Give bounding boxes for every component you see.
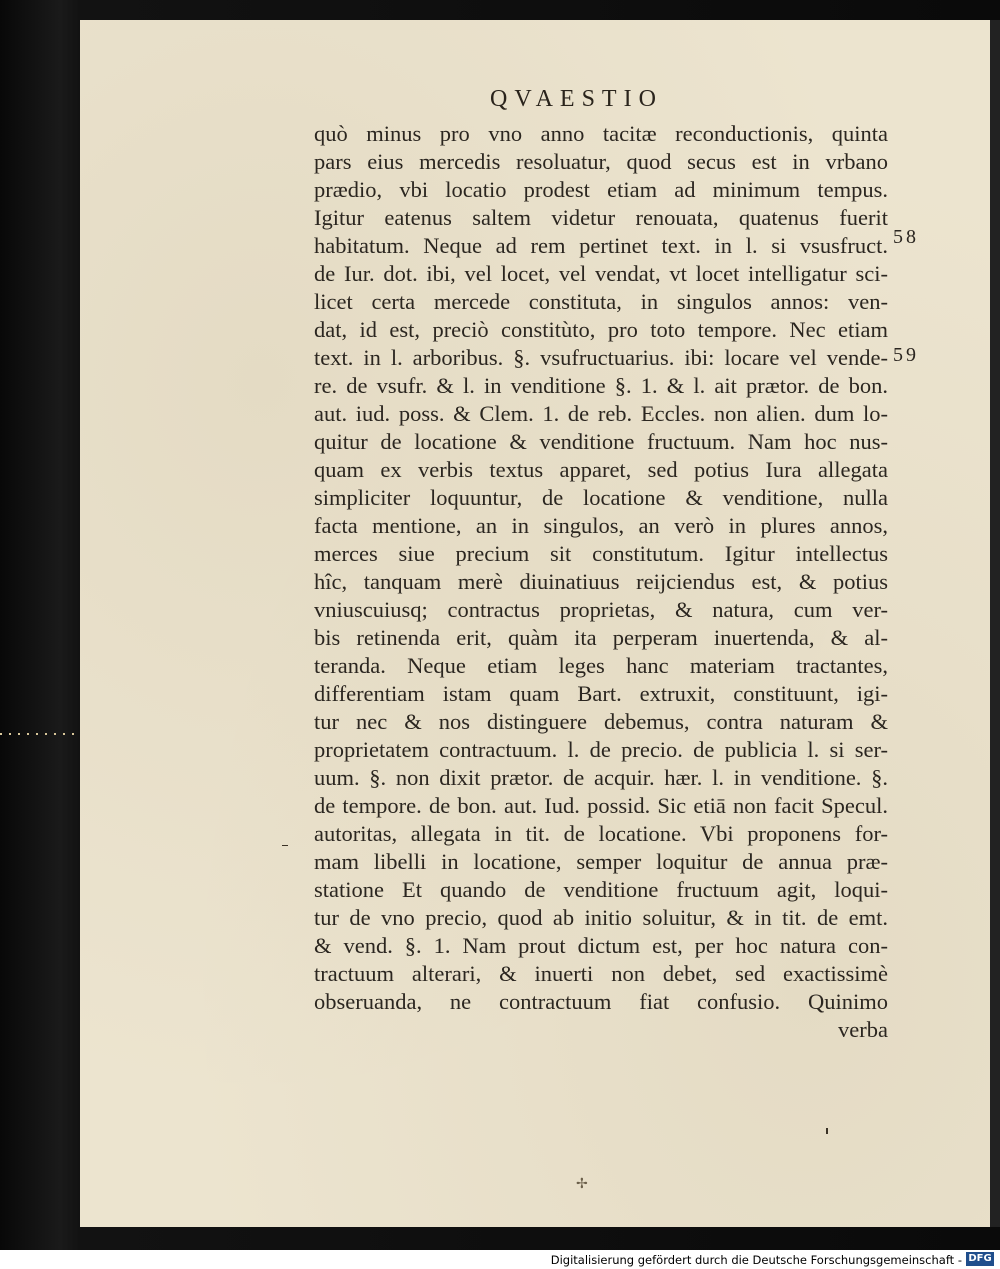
- dfg-logo: DFG: [966, 1252, 994, 1266]
- text-line: de tempore. de bon. aut. Iud. possid. Sic etiā non facit Specul.: [314, 793, 888, 818]
- text-line: vniuscuiusq; contractus proprietas, & natura, cum ver-: [314, 597, 888, 622]
- ink-speck: [282, 845, 288, 846]
- text-line: quò minus pro vno anno tacitæ reconductionis, quinta: [314, 121, 888, 146]
- running-head: QVAESTIO: [490, 86, 663, 112]
- text-line: bis retinenda erit, quàm ita perperam inuertenda, & al-: [314, 625, 888, 650]
- text-line: differentiam istam quam Bart. extruxit, constituunt, igi-: [314, 681, 888, 706]
- text-line: & vend. §. 1. Nam prout dictum est, per hoc natura con-: [314, 933, 888, 958]
- text-line: proprietatem contractuum. l. de precio. de publicia l. si ser-: [314, 737, 888, 762]
- binding-thread: [0, 733, 80, 735]
- text-line: simpliciter loquuntur, de locatione & venditione, nulla: [314, 485, 888, 510]
- text-line: licet certa mercede constituta, in singulos annos: ven-: [314, 289, 888, 314]
- printer-ornament: ✢: [576, 1176, 588, 1192]
- text-line: aut. iud. poss. & Clem. 1. de reb. Eccles. non alien. dum lo-: [314, 401, 888, 426]
- text-line: Igitur eatenus saltem videtur renouata, quatenus fuerit: [314, 205, 888, 230]
- text-line: tractuum alterari, & inuerti non debet, sed exactissimè: [314, 961, 888, 986]
- credit-text: Digitalisierung gefördert durch die Deutsche Forschungsgemeinschaft -: [550, 1253, 962, 1267]
- text-line: teranda. Neque etiam leges hanc materiam tractantes,: [314, 653, 888, 678]
- text-line: habitatum. Neque ad rem pertinet text. in l. si vsusfruct.: [314, 233, 888, 258]
- text-line: facta mentione, an in singulos, an verò in plures annos,: [314, 513, 888, 538]
- text-line: uum. §. non dixit prætor. de acquir. hær. l. in venditione. §.: [314, 765, 888, 790]
- text-line: pars eius mercedis resoluatur, quod secus est in vrbano: [314, 149, 888, 174]
- text-line: de Iur. dot. ibi, vel locet, vel vendat, vt locet intelligatur sci-: [314, 261, 888, 286]
- text-line: merces siue precium sit constitutum. Igitur intellectus: [314, 541, 888, 566]
- text-line: quitur de locatione & venditione fructuum. Nam hoc nus-: [314, 429, 888, 454]
- text-line: tur de vno precio, quod ab initio soluitur, & in tit. de emt.: [314, 905, 888, 930]
- text-line: re. de vsufr. & l. in venditione §. 1. & l. ait prætor. de bon.: [314, 373, 888, 398]
- text-line: text. in l. arboribus. §. vsufructuarius. ibi: locare vel vende-: [314, 345, 888, 370]
- text-line: dat, id est, preciò constitùto, pro toto tempore. Nec etiam: [314, 317, 888, 342]
- text-line: autoritas, allegata in tit. de locatione. Vbi proponens for-: [314, 821, 888, 846]
- text-line: quam ex verbis textus apparet, sed potius Iura allegata: [314, 457, 888, 482]
- text-line: tur nec & nos distinguere debemus, contra naturam &: [314, 709, 888, 734]
- text-line: mam libelli in locatione, semper loquitur de annua præ-: [314, 849, 888, 874]
- catchword: verba: [838, 1017, 888, 1042]
- margin-number: 59: [893, 344, 919, 366]
- ink-speck: [826, 1128, 828, 1134]
- text-line: prædio, vbi locatio prodest etiam ad minimum tempus.: [314, 177, 888, 202]
- text-line: statione Et quando de venditione fructuum agit, loqui-: [314, 877, 888, 902]
- margin-number: 58: [893, 226, 919, 248]
- text-line: obseruanda, ne contractuum fiat confusio. Quinimo: [314, 989, 888, 1014]
- text-line: hîc, tanquam merè diuinatiuus reijciendus est, & potius: [314, 569, 888, 594]
- page-edge: [990, 20, 1000, 1227]
